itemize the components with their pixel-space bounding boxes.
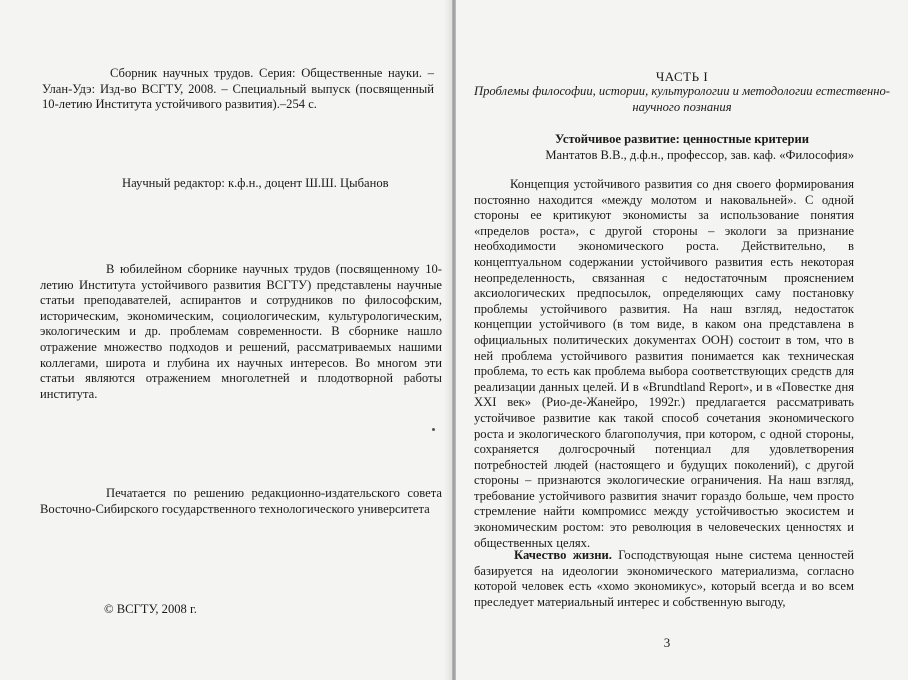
catalog-entry: Сборник научных трудов. Серия: Общественные науки. – Улан-Удэ: Изд-во ВСГТУ, 2008. – Специальный выпуск (посвященный 10-летию Института устойчивого развития).–254 с. [42,66,434,112]
page-edge-shadow [444,0,452,680]
article-paragraph-2 [474,548,854,610]
scientific-editor: Научный редактор: к.ф.н., доцент Ш.Ш. Цыбанов [122,176,389,190]
article-title: Устойчивое развитие: ценностные критерии [554,132,809,146]
part-subtitle: Проблемы философии, истории, культурологии и методологии естественно-научного познания [473,84,890,114]
part-title: ЧАСТЬ I [655,69,709,84]
printed-by-note: Печатается по решению редакционно-издательского совета Восточно-Сибирского государственного технологического университета [40,486,442,516]
paragraph-2-lead: Качество жизни. [514,548,612,562]
paragraph-2-text: Господствующая ныне система ценностей базируется на идеологии экономического материализма, согласно которой человек есть «хомо экономикус», который всегда и во всем преследует материальный интерес и собственную выгоду, [474,548,854,609]
article-paragraph-1: Концепция устойчивого развития со дня своего формирования постоянно находится «между молотом и наковальней». С одной стороны ее критикуют экономисты за использование понятия «пределов роста», с другой стороны – экологи за признание необходимости экономического роста. Действительно, в концептуальном содержании устойчивого развития есть некоторая неопределенность, связанная с недостаточным прояснением аксиологических предпосылок, определяющих саму постановку проблемы устойчивого развития. На наш взгляд, недостаток концепции устойчивого (в том виде, в каком она представлена в официальных политических документах ООН) состоит в том, что в ней проблема устойчивого развития понимается как техническая проблема, то есть как проблема выбора соответствующих средств для реализации данных целей. И в «Brundtland Report», и в «Повестке дня XXI век» (Рио-де-Жанейро, 1992г.) предлагается рассматривать устойчивое развитие как такой способ сочетания экономического роста и экологического благополучия, при котором, с одной стороны, сохраняется долгосрочный потенциал для удовлетворения потребностей людей (настоящего и будущих поколений), с другой стороны – признаются экологические ограничения. На наш взгляд, требование устойчивого развития значит гораздо больше, чем просто стремление найти компромисс между устойчивостью экосистем и экономическим ростом: это революция в человеческих ценностях и общественных целях. [474,177,854,550]
annotation-text: В юбилейном сборнике научных трудов (посвященному 10-летию Института устойчивого развития ВСГТУ) представлены научные статьи преподавателей, аспирантов и сотрудников по философским, историческим, экономическим, социологическим, культурологическим, экологическим и др. проблемам современности. В сборнике нашло отражение множество подходов и решений, рассматриваемых нашими коллегами, широта и глубина их научных интересов. Во многом эти статьи являются отражением многолетней и плодотворной работы института. [40,262,442,401]
page-number: 3 [663,635,671,650]
print-speck [432,428,435,431]
article-author: Мантатов В.В., д.ф.н., профессор, зав. каф. «Философия» [545,148,854,162]
left-page [0,0,452,680]
copyright-line: © ВСГТУ, 2008 г. [104,602,197,616]
